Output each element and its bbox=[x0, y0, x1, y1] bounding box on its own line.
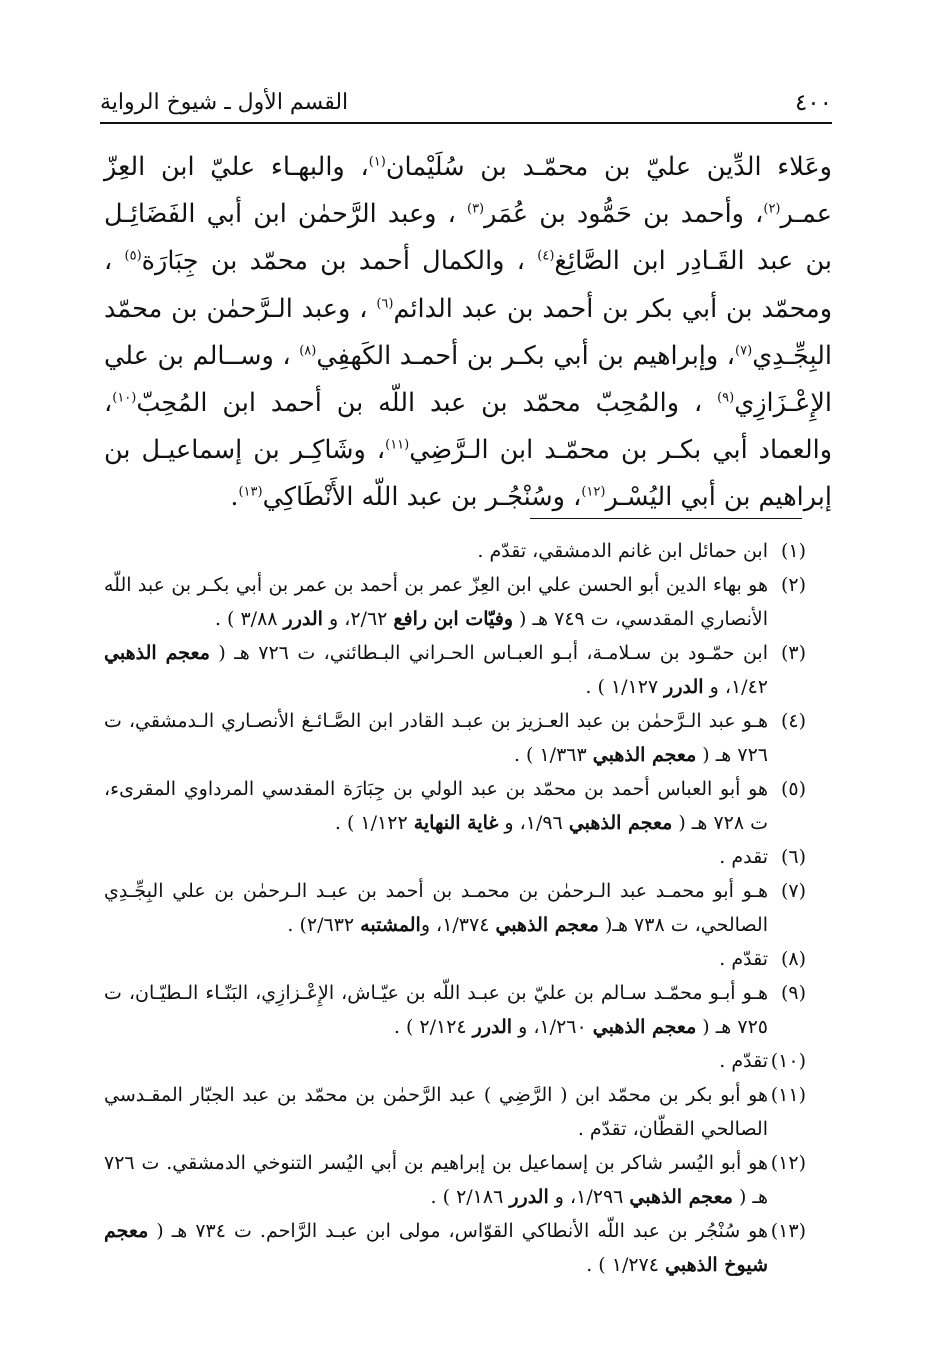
footnote-text-segment: ١/٢٦٠، و bbox=[512, 1016, 593, 1038]
footnote-number: (٧) bbox=[780, 880, 806, 902]
footnote-text bbox=[104, 704, 768, 772]
footnote-text-segment: ٢/١٢٤ ) . bbox=[393, 1016, 473, 1038]
footnote-marker: (٩) bbox=[717, 390, 735, 406]
body-text-segment: عبد اللّه الأَنْطَاكِي bbox=[262, 482, 443, 513]
footnote-text bbox=[104, 568, 768, 636]
footnote-text-segment: ابن حمائل ابن غانم الدمشقي، تقدّم . bbox=[477, 540, 768, 562]
footnote-text bbox=[104, 534, 768, 568]
footnote-text-segment: ٢/١٨٦ ) . bbox=[430, 1186, 510, 1208]
footnote-text-segment: ٢/٦٣٢) . bbox=[287, 914, 361, 936]
footnote-number: (٤) bbox=[780, 710, 806, 732]
footnote-text bbox=[104, 1214, 768, 1282]
footnote-number: (٢) bbox=[780, 574, 806, 596]
body-text-segment: ، والعماد أبي بكـر بن محمّـد ابن bbox=[104, 388, 833, 466]
footnote-number: (١) bbox=[780, 540, 806, 562]
header-rule bbox=[100, 122, 832, 124]
footnote-text bbox=[104, 1044, 768, 1078]
body-text-segment: محمّد بن عبد اللّه بن أحمد ابن المُحِبّ bbox=[136, 388, 581, 419]
footnote-text bbox=[104, 976, 768, 1044]
footnote-text bbox=[104, 840, 768, 874]
footnote-text-segment: هو أبو اليُسر شاكر بن إسماعيل بن إبراهيم بن أبي اليُسر التنوخي الدمشقي. ت ٧٢٦ هـ ( bbox=[104, 1152, 768, 1208]
footnote-number: (٨) bbox=[780, 948, 806, 970]
footnote-item bbox=[104, 1146, 806, 1214]
body-text-segment: وأحمد بن حَمُّود بن عُمَر bbox=[484, 199, 744, 230]
body-text-segment: ، وعبد الرَّحمٰن ابن أبي الفَضَائِـل بن عبد القَـادِر bbox=[104, 199, 832, 277]
footnote-number: (١١) bbox=[770, 1084, 806, 1106]
footnote-text bbox=[104, 1146, 768, 1214]
footnote-source-title: معجم الذهبي bbox=[629, 1186, 733, 1208]
page-header bbox=[100, 80, 832, 124]
body-text-segment: وعَلاء الدِّين عليّ بن محمّـد بن سُلَيْمان bbox=[385, 152, 832, 182]
footnote-text-segment: هو أبو العباس أحمد بن محمّد بن عبد الولي بن جِبَارَة المقدسي المرداوي المقرىء، ت ٧٢٨ هـ ( bbox=[104, 778, 768, 834]
footnote-item bbox=[104, 1214, 806, 1282]
footnote-text-segment: ابن حمّـود بن سـلامـة، أبـو العبـاس الحـراني البـطائني، ت ٧٢٦ هـ ( bbox=[209, 642, 768, 664]
footnote-text-segment: ١/٩٦، و bbox=[498, 812, 569, 834]
footnote-item bbox=[104, 1044, 806, 1078]
body-text-segment: ، والبهـاء عليّ ابن العِزّ عمـر bbox=[104, 152, 832, 230]
footnote-text-segment: هـو عبد الـرَّحمٰن بن عبد العـزيز بن عبـد القادر ابن الصَّـائـغ الأنصـاري الـدمشقي، ت ٧٢٦ هـ ( bbox=[104, 710, 768, 766]
footnote-number: (١٢) bbox=[770, 1152, 806, 1174]
footnote-source-title: معجم الذهبي bbox=[495, 914, 599, 936]
footnote-number: (٩) bbox=[780, 982, 806, 1004]
body-text-segment: ، والمُحِبّ bbox=[595, 388, 718, 419]
body-text-segment: ، وســالم بن علي الإِعْـزَازِي bbox=[104, 340, 832, 419]
footnote-item bbox=[104, 942, 806, 976]
footnote-marker: (٨) bbox=[299, 343, 317, 359]
footnote-text-segment: هو أبو بكر بن محمّد ابن ( الرَّضِي ) عبد الرَّحمٰن بن محمّد بن عبد الجبّار المقـدسي الصالحي القطّان، تقدّم . bbox=[104, 1084, 768, 1140]
footnote-marker: (٦) bbox=[376, 296, 394, 312]
footnote-marker: (١٢) bbox=[581, 484, 606, 500]
footnote-text-segment: ١/١٢٢ ) . bbox=[334, 812, 414, 834]
footnote-source-title: معجم الذهبي bbox=[592, 744, 697, 766]
footnote-item bbox=[104, 1078, 806, 1146]
footnote-item bbox=[104, 534, 806, 568]
footnote-source-title: معجم الذهبي bbox=[568, 812, 673, 834]
body-paragraph bbox=[104, 144, 832, 522]
footnote-source-title: معجم الذهبي bbox=[104, 642, 210, 664]
body-text-segment: ، وعبد الـرَّحمٰن بن محمّد البِجِّـدِي bbox=[104, 293, 833, 371]
footnote-marker: (٧) bbox=[735, 343, 753, 359]
footnote-divider bbox=[530, 518, 802, 519]
footnote-item bbox=[104, 704, 806, 772]
footnote-source-title: المشتبه bbox=[360, 914, 421, 936]
footnote-text bbox=[104, 636, 768, 704]
body-text-segment: ، وشَاكِـر بن إسماعيـل بن إبراهيم بن أبي اليُسْـر bbox=[104, 435, 832, 513]
footnote-number: (١٣) bbox=[770, 1220, 806, 1242]
footnote-source-title: الدرر bbox=[283, 608, 323, 630]
footnote-text-segment: ٢/٦٢، و bbox=[322, 608, 394, 630]
page-number: ٤٠٠ bbox=[794, 90, 832, 116]
body-text-segment: ، والكمال أحمد بن محمّد بن جِبَارَة bbox=[141, 246, 538, 277]
footnote-text-segment: ١/٤٢، و bbox=[703, 676, 768, 698]
main-text bbox=[104, 144, 832, 522]
body-text-segment: ابن الصَّائِغ bbox=[554, 246, 666, 277]
footnote-text-segment: هو سُنْجُر بن عبد اللّه الأنطاكي القوّاس، مولى ابن عبـد الرَّاحم. ت ٧٣٤ هـ ( bbox=[148, 1220, 768, 1242]
footnote-item bbox=[104, 840, 806, 874]
footnote-source-title: معجم الذهبي bbox=[592, 1016, 697, 1038]
footnote-marker: (١٣) bbox=[238, 484, 263, 500]
footnote-text bbox=[104, 942, 768, 976]
body-text-segment: ، ومحمّد بن أبي بكر بن bbox=[104, 246, 833, 324]
footnote-marker: (٥) bbox=[124, 248, 142, 264]
body-text-segment: الـرَّضِي bbox=[409, 435, 489, 466]
body-text-segment: ، bbox=[755, 199, 764, 230]
footnote-text-segment: هو بهاء الدين أبو الحسن علي ابن العِزّ عمر بن أحمد بن عمر بن أبي بكـر بن عبد اللّه الأنصاري المقدسي، ت ٧٤٩ هـ ( bbox=[104, 574, 768, 630]
footnote-source-title: وفيّات ابن رافع bbox=[393, 608, 513, 630]
body-text-segment: ، وسُنْجُـر بن bbox=[450, 482, 582, 513]
footnote-text-segment: هـو أبـو محمّـد سـالم بن عليّ بن عبـد اللّه بن عيّـاش، الإِعْـزازِي، البَنّـاء الـطيّـان، ت ٧٢٥ هـ ( bbox=[104, 982, 768, 1038]
footnote-source-title: الدرر bbox=[664, 676, 704, 698]
footnote-marker: (١١) bbox=[385, 437, 410, 453]
footnote-text-segment: تقدم . bbox=[719, 846, 768, 868]
footnote-number: (٣) bbox=[780, 642, 806, 664]
body-text-segment: أبي بكـر بن أحمـد الكَهفِي bbox=[316, 340, 589, 371]
footnote-marker: (٣) bbox=[466, 201, 485, 217]
footnote-text bbox=[104, 1078, 768, 1146]
footnote-text-segment: ١/١٢٧ ) . bbox=[585, 676, 665, 698]
footnotes bbox=[104, 534, 806, 1282]
footnote-marker: (١) bbox=[368, 154, 386, 170]
footnote-item bbox=[104, 976, 806, 1044]
footnote-text-segment: ١/٢٧٤ ) . bbox=[586, 1254, 666, 1276]
body-text-segment: . bbox=[230, 482, 239, 513]
footnote-item bbox=[104, 568, 806, 636]
footnote-source-title: الدرر bbox=[509, 1186, 549, 1208]
footnote-text-segment: تقدّم . bbox=[719, 948, 768, 970]
footnote-item bbox=[104, 874, 806, 942]
footnote-text bbox=[104, 874, 768, 942]
footnote-text bbox=[104, 772, 768, 840]
footnote-marker: (٤) bbox=[537, 248, 555, 264]
footnote-text-segment: ٣/٨٨ ) . bbox=[214, 608, 284, 630]
footnote-text-segment: ١/٣٧٤، و bbox=[420, 914, 496, 936]
footnote-source-title: الدرر bbox=[472, 1016, 513, 1038]
footnote-item bbox=[104, 636, 806, 704]
footnote-item bbox=[104, 772, 806, 840]
footnote-source-title: غاية النهاية bbox=[413, 812, 499, 834]
footnote-text-segment: ١/٣٦٣ ) . bbox=[513, 744, 593, 766]
footnote-number: (١٠) bbox=[770, 1050, 806, 1072]
footnote-marker: (٢) bbox=[763, 201, 781, 217]
footnote-number: (٥) bbox=[780, 778, 806, 800]
footnote-marker: (١٠) bbox=[112, 390, 137, 406]
footnote-text-segment: تقدّم . bbox=[719, 1050, 768, 1072]
running-title: القسم الأول ـ شيوخ الرواية bbox=[100, 90, 349, 115]
footnote-text-segment: هـو أبو محمـد عبد الـرحمٰن بن محمـد بن أحمد بن عبـد الـرحمٰن بن علي البِجِّـدِي الصالحي، ت ٧٣٨ هـ( bbox=[104, 880, 768, 936]
body-text-segment: ، وإبراهيم بن bbox=[597, 340, 736, 371]
footnote-text-segment: ١/٢٩٦، و bbox=[548, 1186, 630, 1208]
footnote-source-title: معجم شيوخ الذهبي bbox=[104, 1220, 768, 1276]
footnote-number: (٦) bbox=[780, 846, 806, 868]
body-text-segment: أحمد بن عبد الدائم bbox=[393, 293, 594, 324]
